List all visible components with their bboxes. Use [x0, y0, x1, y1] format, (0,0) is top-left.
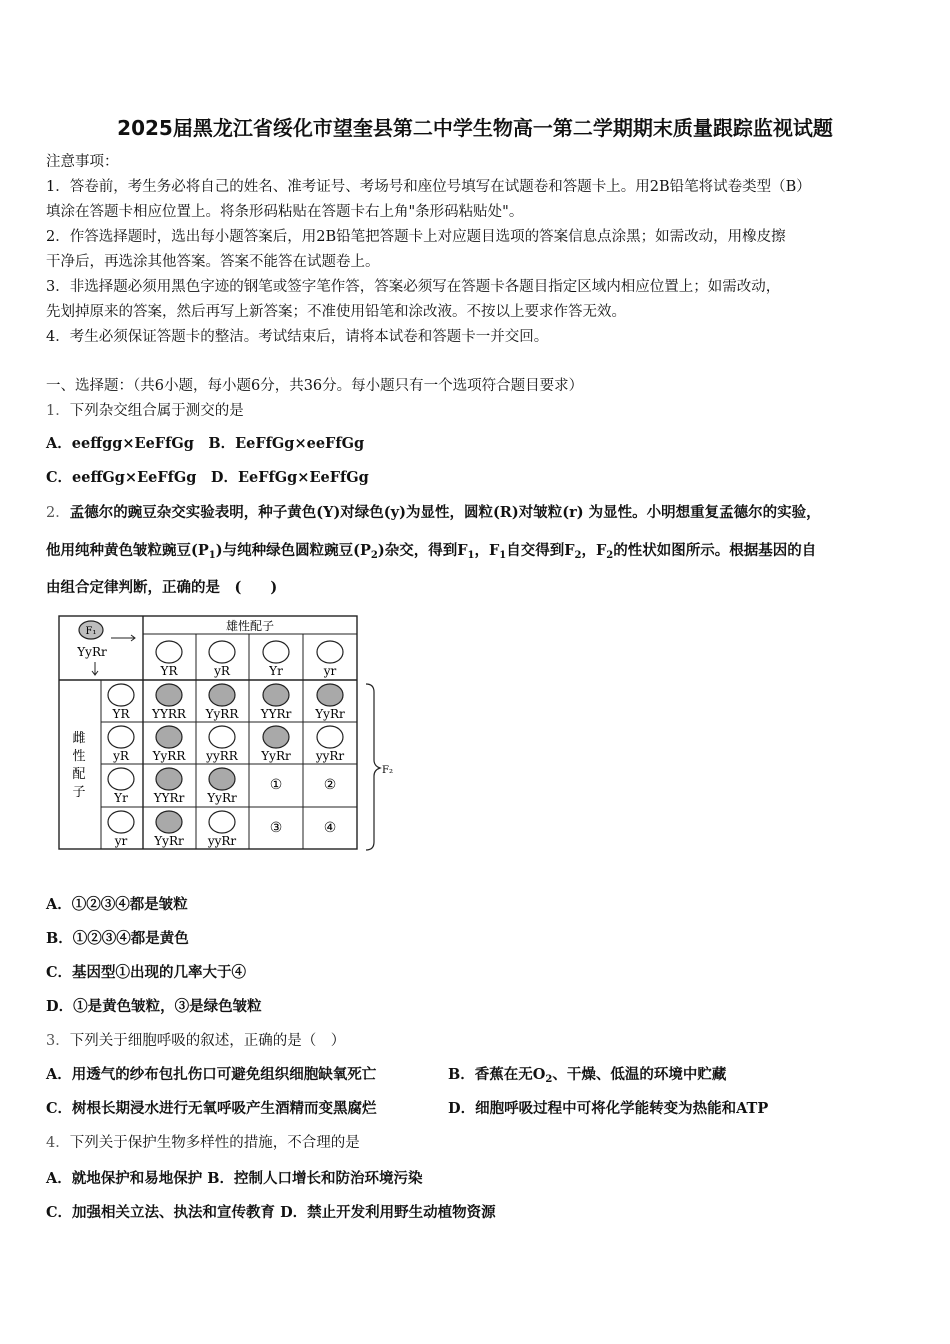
- round-pea-icon: [263, 684, 289, 706]
- notice-line: 4．考生必须保证答题卡的整洁。考试结束后，请将本试卷和答题卡一并交回。: [46, 329, 549, 345]
- notice-line: 填涂在答题卡相应位置上。将条形码粘贴在答题卡右上角"条形码粘贴处"。: [46, 204, 524, 220]
- offspring-genotype: YYRr: [260, 707, 292, 721]
- round-pea-icon: [317, 684, 343, 706]
- stem-part: 自交得到F: [506, 542, 575, 559]
- option-part: 、干燥、低温的环境中贮藏: [552, 1066, 727, 1083]
- f2-label: F₂: [382, 765, 393, 776]
- gamete-pea-icon: [209, 641, 235, 663]
- question-2-line-1: [46, 503, 821, 523]
- round-pea-icon: [156, 768, 182, 790]
- gamete-pea-icon: [317, 641, 343, 663]
- gamete-pea-icon: [263, 641, 289, 663]
- female-gametes-label: 配: [72, 767, 86, 782]
- offspring-genotype: YyRR: [205, 707, 239, 721]
- offspring-genotype: yyRr: [315, 749, 345, 763]
- female-gamete-label: yr: [114, 834, 128, 848]
- gamete-pea-icon: [108, 768, 134, 790]
- female-gamete-label: YR: [112, 707, 130, 721]
- notice-line: 先划掉原来的答案，然后再写上新答案；不准使用铅笔和涂改液。不按以上要求作答无效。: [46, 304, 626, 320]
- offspring-genotype: YyRr: [207, 791, 237, 805]
- round-pea-icon: [209, 768, 235, 790]
- round-pea-icon: [156, 811, 182, 833]
- option-part: B．香蕉在无O: [448, 1066, 546, 1083]
- offspring-genotype: YyRR: [152, 749, 186, 763]
- question-2-option-b: B．①②③④都是黄色: [46, 930, 189, 947]
- offspring-marker: ①: [269, 777, 283, 793]
- punnett-square-diagram: [55, 612, 400, 857]
- offspring-marker: ②: [323, 777, 337, 793]
- notice-line: 1．答卷前，考生务必将自己的姓名、准考证号、考场号和座位号填写在试题卷和答题卡上。用2B铅笔将试卷类型（B）: [46, 179, 811, 195]
- question-number: 2．: [46, 505, 70, 521]
- female-gamete-label: yR: [113, 749, 129, 763]
- round-pea-icon: [317, 726, 343, 748]
- section-heading: 一、选择题：（共6小题，每小题6分，共36分。每小题只有一个选项符合题目要求）: [46, 378, 584, 394]
- notice-heading: 注意事项：: [46, 154, 119, 170]
- stem-part: ，F: [474, 542, 500, 559]
- subscript: 1: [208, 550, 216, 561]
- offspring-genotype: YyRr: [154, 834, 184, 848]
- male-gamete-label: yR: [214, 664, 230, 678]
- notice-line: 干净后，再选涂其他答案。答案不能答在试题卷上。: [46, 254, 380, 270]
- stem-part: 他用纯种黄色皱粒豌豆(P: [46, 542, 209, 559]
- f1-label: F₁: [85, 626, 97, 637]
- question-3-option-d: D．细胞呼吸过程中可将化学能转变为热能和ATP: [448, 1100, 769, 1117]
- stem-part: ，F: [581, 542, 607, 559]
- round-pea-icon: [156, 684, 182, 706]
- offspring-marker: ④: [323, 820, 337, 836]
- round-pea-icon: [263, 726, 289, 748]
- gamete-pea-icon: [108, 811, 134, 833]
- round-pea-icon: [209, 726, 235, 748]
- page-title: 2025届黑龙江省绥化市望奎县第二中学生物高一第二学期期末质量跟踪监视试题: [117, 116, 833, 140]
- question-2-option-d: D．①是黄色皱粒，③是绿色皱粒: [46, 998, 262, 1015]
- question-number: 1．: [46, 403, 70, 419]
- question-4-options-ab: A．就地保护和易地保护 B．控制人口增长和防治环境污染: [46, 1170, 423, 1187]
- question-4: [46, 1133, 360, 1153]
- gamete-pea-icon: [156, 641, 182, 663]
- question-stem: 下列杂交组合属于测交的是: [69, 403, 244, 419]
- subscript: 2: [370, 550, 378, 561]
- offspring-genotype: YyRr: [261, 749, 291, 763]
- female-gametes-label: 子: [72, 785, 86, 800]
- question-1-options-ab: A．eeffgg×EeFfGg B．EeFfGg×eeFfGg: [46, 435, 365, 452]
- question-4-options-cd: C．加强相关立法、执法和宣传教育 D．禁止开发利用野生动植物资源: [46, 1204, 496, 1221]
- round-pea-icon: [209, 811, 235, 833]
- female-gamete-label: Yr: [114, 791, 128, 805]
- round-pea-icon: [209, 684, 235, 706]
- question-3: [46, 1031, 345, 1051]
- notice-line: 2．作答选择题时，选出每小题答案后，用2B铅笔把答题卡上对应题目选项的答案信息点涂黑；如需改动，用橡皮擦: [46, 229, 786, 245]
- round-pea-icon: [156, 726, 182, 748]
- male-gamete-label: Yr: [269, 664, 283, 678]
- subscript: 2: [574, 550, 582, 561]
- question-stem: 下列关于保护生物多样性的措施，不合理的是: [69, 1135, 360, 1151]
- stem-part: )与纯种绿色圆粒豌豆(P: [215, 542, 371, 559]
- offspring-genotype: YYRR: [152, 707, 186, 721]
- question-2-line-2: [46, 541, 816, 561]
- male-gamete-label: YR: [160, 664, 178, 678]
- subscript: 1: [467, 550, 475, 561]
- f1-genotype: YyRr: [77, 645, 107, 659]
- offspring-genotype: YYRr: [153, 791, 185, 805]
- question-2-option-c: C．基因型①出现的几率大于④: [46, 964, 247, 981]
- question-2-line-3: 由组合定律判断，正确的是 ( ): [46, 579, 278, 596]
- question-stem: 孟德尔的豌豆杂交实验表明，种子黄色(Y)对绿色(y)为显性，圆粒(R)对皱粒(r) 为显性。小明想重复孟德尔的实验，: [69, 504, 821, 521]
- question-stem: 下列关于细胞呼吸的叙述，正确的是（ ）: [69, 1033, 346, 1049]
- question-number: 4．: [46, 1135, 70, 1151]
- question-1-options-cd: C．eeffGg×EeFfGg D．EeFfGg×EeFfGg: [46, 469, 369, 486]
- subscript: 2: [606, 550, 614, 561]
- question-2-option-a: A．①②③④都是皱粒: [46, 896, 188, 913]
- male-gametes-header: 雄性配子: [225, 619, 275, 633]
- offspring-marker: ③: [269, 820, 283, 836]
- notice-line: 3．非选择题必须用黑色字迹的钢笔或签字笔作答，答案必须写在答题卡各题目指定区域内相应位置上；如需改动，: [46, 279, 781, 295]
- question-3-option-a: A．用透气的纱布包扎伤口可避免组织细胞缺氧死亡: [46, 1066, 377, 1083]
- question-1: [46, 401, 244, 421]
- subscript: 2: [545, 1074, 553, 1085]
- question-number: 3．: [46, 1033, 70, 1049]
- gamete-pea-icon: [108, 726, 134, 748]
- question-3-option-c: C．树根长期浸水进行无氧呼吸产生酒精而变黑腐烂: [46, 1100, 377, 1117]
- f2-brace: [366, 684, 380, 850]
- stem-part: )杂交，得到F: [377, 542, 468, 559]
- offspring-genotype: yyRR: [206, 749, 238, 763]
- offspring-genotype: YyRr: [315, 707, 345, 721]
- offspring-genotype: yyRr: [207, 834, 237, 848]
- gamete-pea-icon: [108, 684, 134, 706]
- subscript: 1: [499, 550, 507, 561]
- male-gamete-label: yr: [323, 664, 337, 678]
- female-gametes-label: 雌: [72, 731, 86, 746]
- question-3-option-b: [448, 1065, 726, 1085]
- female-gametes-label: 性: [72, 749, 86, 764]
- stem-part: 的性状如图所示。根据基因的自: [613, 542, 817, 559]
